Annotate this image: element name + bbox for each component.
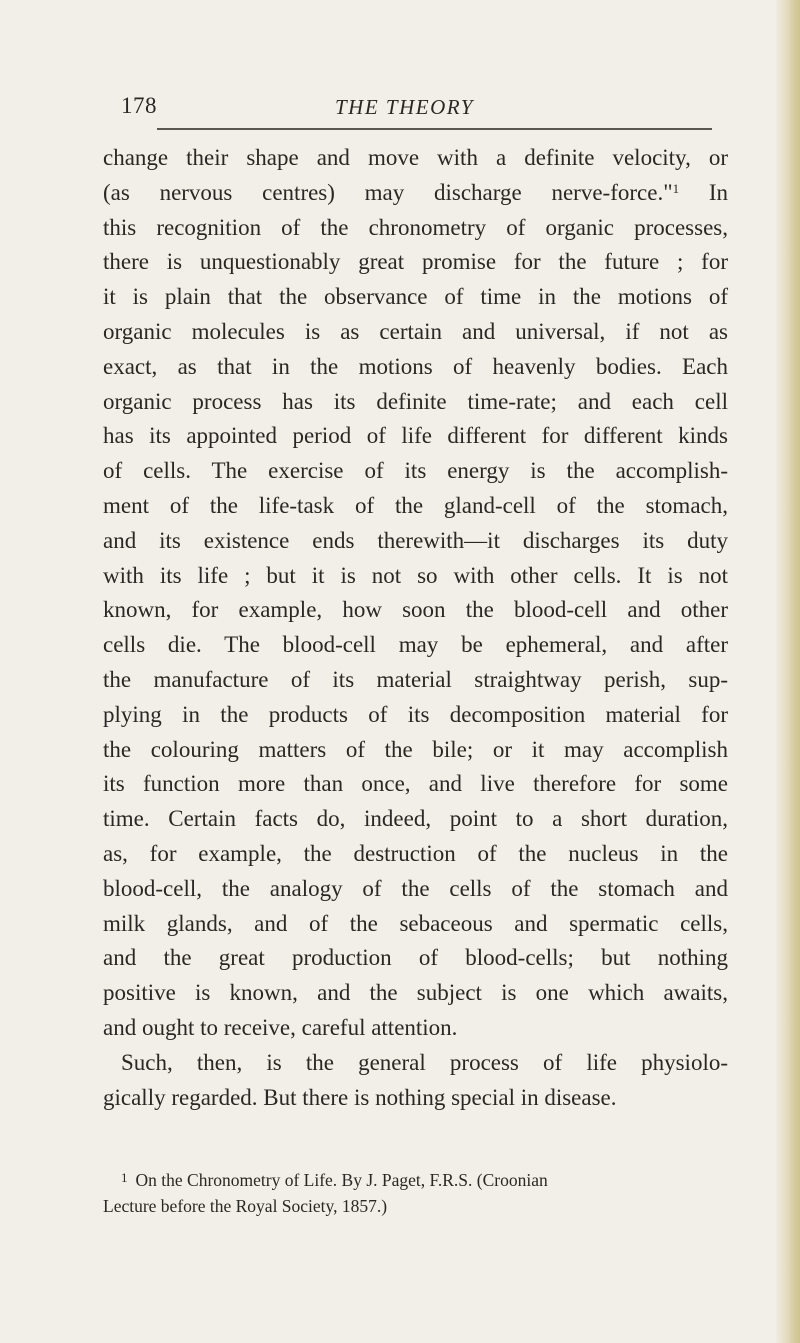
text-line: exact, as that in the motions of heavenly bodies. Each: [103, 353, 728, 379]
footnote-line: [103, 1167, 728, 1193]
text-line: its function more than once, and live therefore for some: [103, 771, 728, 797]
text-line: and the great production of blood-cells; but nothing: [103, 945, 728, 971]
text-line: ment of the life-task of the gland-cell of the stomach,: [103, 492, 728, 518]
text-line: has its appointed period of life different for different kinds: [103, 423, 728, 449]
text-line: positive is known, and the subject is one which awaits,: [103, 980, 728, 1006]
footnote: [103, 1167, 728, 1219]
text-line: of cells. The exercise of its energy is the accomplish-: [103, 458, 728, 484]
text-line-part: (as nervous centres) may discharge nerve-force.": [103, 179, 673, 205]
text-line: the colouring matters of the bile; or it may accomplish: [103, 736, 728, 762]
text-line: Such, then, is the general process of life physiolo-: [121, 1049, 728, 1075]
running-title: THE THEORY: [335, 95, 474, 119]
text-line-continuation: In: [708, 179, 728, 205]
page-number: 178: [121, 93, 157, 118]
footnote-mark: 1: [121, 1170, 128, 1185]
running-head: [121, 93, 713, 127]
text-line: milk glands, and of the sebaceous and spermatic cells,: [103, 910, 728, 936]
header-rule: [157, 128, 712, 130]
footnote-text: On the Chronometry of Life. By J. Paget, F.R.S. (Croonian: [135, 1170, 548, 1190]
text-line: as, for example, the destruction of the nucleus in the: [103, 840, 728, 866]
text-line: and ought to receive, careful attention.: [103, 1014, 458, 1040]
footnote-reference: 1: [672, 180, 680, 196]
text-line: plying in the products of its decomposition material for: [103, 701, 728, 727]
text-line: and its existence ends therewith—it discharges its duty: [103, 527, 728, 553]
text-line: cells die. The blood-cell may be ephemeral, and after: [103, 632, 728, 658]
text-line: change their shape and move with a definite velocity, or: [103, 145, 728, 170]
text-line: there is unquestionably great promise for the future ; for: [103, 249, 728, 275]
text-line: it is plain that the observance of time in the motions of: [103, 284, 728, 310]
text-line: organic molecules is as certain and universal, if not as: [103, 318, 728, 344]
text-line: organic process has its definite time-rate; and each cell: [103, 388, 728, 414]
text-line: known, for example, how soon the blood-cell and other: [103, 597, 728, 623]
text-line: this recognition of the chronometry of organic processes,: [103, 214, 728, 240]
text-line: [103, 176, 728, 211]
footnote-line: Lecture before the Royal Society, 1857.): [103, 1196, 388, 1216]
text-line: the manufacture of its material straightway perish, sup-: [103, 666, 728, 692]
body-text: [103, 141, 728, 1115]
text-line: time. Certain facts do, indeed, point to a short duration,: [103, 806, 728, 832]
text-line: gically regarded. But there is nothing special in disease.: [103, 1084, 617, 1110]
text-line: with its life ; but it is not so with other cells. It is not: [103, 562, 728, 588]
text-line: blood-cell, the analogy of the cells of the stomach and: [103, 875, 728, 901]
